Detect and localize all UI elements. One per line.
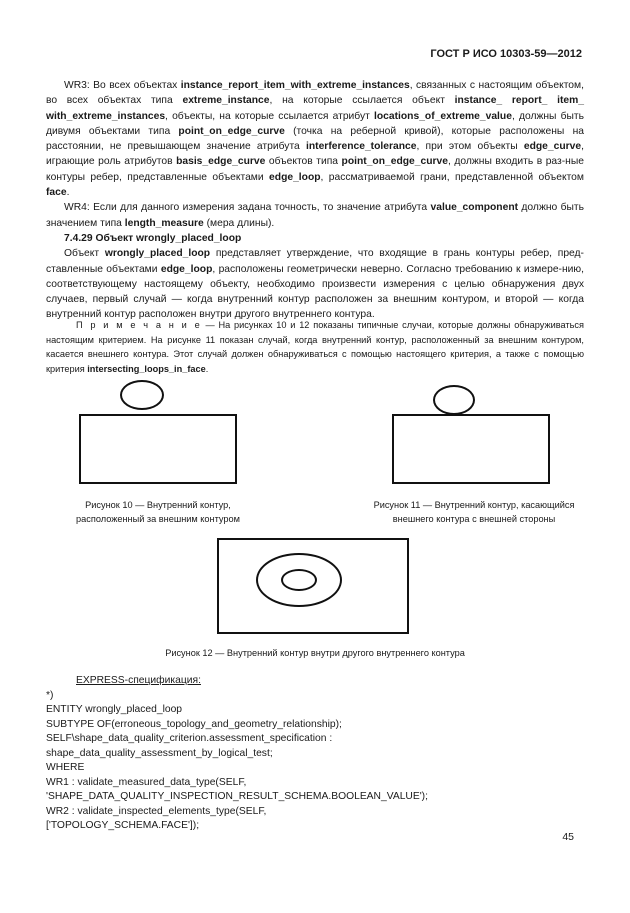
- inner-loop-ellipse: [120, 380, 164, 410]
- section-title: 7.4.29 Объект wrongly_placed_loop: [64, 232, 242, 244]
- page-number: 45: [562, 831, 574, 843]
- code-line: ['TOPOLOGY_SCHEMA.FACE']);: [46, 820, 200, 831]
- figure-10-caption: Рисунок 10 — Внутренний контур, расположенный за внешним контуром: [76, 500, 240, 524]
- figure-12-caption: Рисунок 12 — Внутренний контур внутри другого внутреннего контура: [165, 648, 465, 658]
- touching-loop-ellipse: [433, 385, 475, 415]
- figure-11-caption: Рисунок 11 — Внутренний контур, касающийся внешнего контура с внешней стороны: [373, 500, 575, 524]
- code-line: shape_data_quality_assessment_by_logical_test;: [46, 747, 273, 759]
- wr4-paragraph: WR4: Если для данного измерения задана точность, то значение атрибута value_component должно быть значением типа length_measure (мера длины).: [46, 202, 584, 229]
- code-line: ENTITY wrongly_placed_loop: [46, 704, 183, 715]
- express-heading: EXPRESS-спецификация:: [76, 675, 201, 686]
- code-line: WR2 : validate_inspected_elements_type(SELF,: [46, 805, 267, 817]
- outer-loop-rect: [79, 414, 237, 484]
- code-line: WR1 : validate_measured_data_type(SELF,: [46, 776, 247, 788]
- express-specification: [46, 674, 584, 834]
- note-paragraph: П р и м е ч а н и е — На рисунках 10 и 12 показаны типичные случаи, которые должны обнаруживаться настоящим критерием. На рисунке 11 показан случай, когда внутренний контур, расположенный за внешним контуром, касается внешнего контура. Этот случай должен обнаруживаться с помощью настоящего критерия, а также с помощью критерия intersecting_loops_in_face.: [46, 320, 584, 374]
- body-paragraph: Объект wrongly_placed_loop представляет утверждение, что входящие в грань контуры ребер, пред-ставленные объектами edge_loop, расположены геометрически неверно. Согласно требованию к измере-нию, соответствующему настоящему объекту, необходимо произвести измерения с целью обнаружения двух случаев, первый случай — когда внутренний контур расположен за внешним контуром, и второй — когда внутренний контур расположен внутри другого внутреннего контура.: [46, 248, 585, 321]
- outer-loop-rect: [392, 414, 550, 484]
- code-line: *): [46, 689, 54, 701]
- wr3-paragraph: WR3: Во всех объектах instance_report_item_with_extreme_instances, связанных с настоящим объектом, во всех объектах типа extreme_instance, на которые ссылается объект instance_ report_ item_ with_extreme_instances, объекты, на которые ссылается атрибут locations_of_extreme_value, должны быть дивумя объектами типа point_on_edge_curve (точка на реберной кривой), которые расположены на расстоянии, не превышающем значение атрибута interference_tolerance, при этом объекты edge_curve, играющие роль атрибутов basis_edge_curve объектов типа point_on_edge_curve, должны входить в раз-ные контуры ребер, представленные объектами edge_loop, рассматриваемой грани, представленной объектом face. WR4: Если для данного измерения задана точность, то значение атрибута value_component должно быть значением типа length_measure (мера длины). 7.4.29 Объект wrongly_placed_loop Объект wrongly_placed_loop представляет утверждение, что входящие в грань контуры ребер, пред-ставленные объектами edge_loop, расположены геометрически неверно. Согласно требованию к измере-нию, соответствующему настоящему объекту, необходимо произвести измерения с целью обнаружения двух случаев, первый случай — когда внутренний контур расположен за внешним контуром, и второй — когда внутренний контур расположен внутри другого внутреннего контура.: [46, 78, 584, 323]
- code-line: 'SHAPE_DATA_QUALITY_INSPECTION_RESULT_SCHEMA.BOOLEAN_VALUE');: [46, 791, 428, 802]
- code-line: WHERE: [46, 762, 85, 773]
- standard-header: ГОСТ Р ИСО 10303-59—2012: [430, 48, 582, 60]
- code-line: SELF\shape_data_quality_criterion.assessment_specification :: [46, 733, 333, 744]
- code-line: SUBTYPE OF(erroneous_topology_and_geometry_relationship);: [46, 718, 342, 730]
- nested-loop-ellipse: [281, 569, 317, 591]
